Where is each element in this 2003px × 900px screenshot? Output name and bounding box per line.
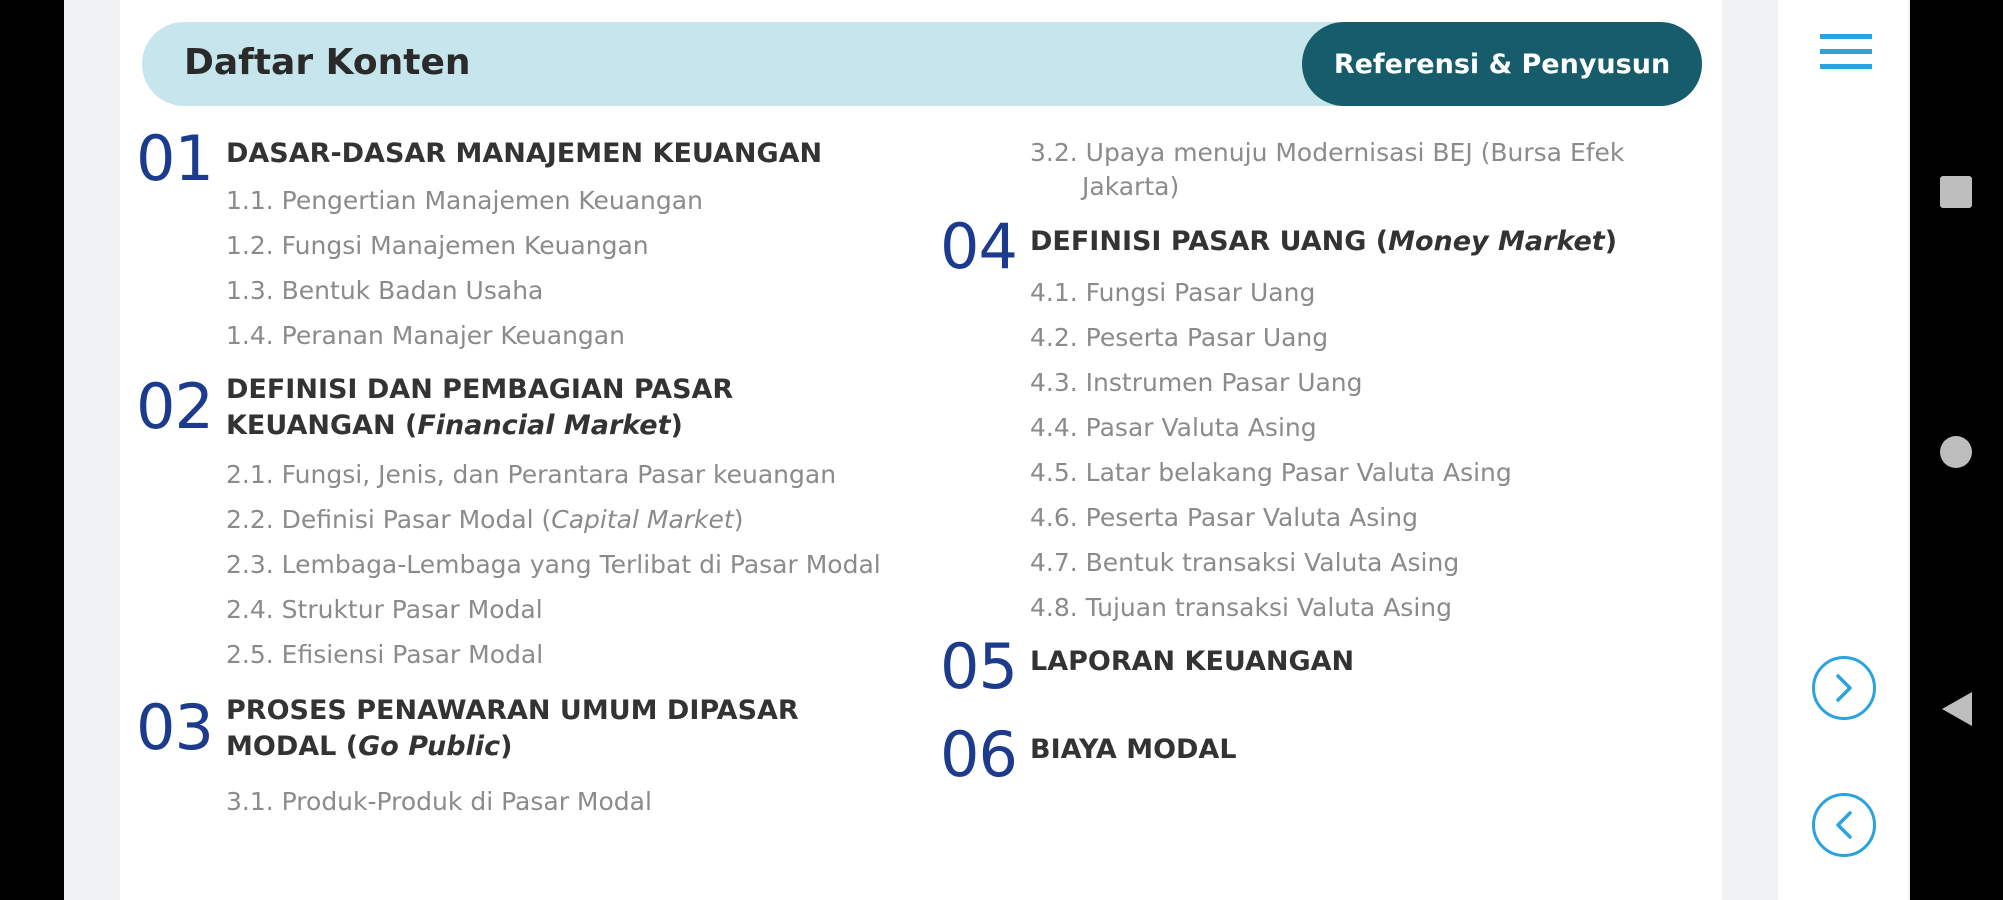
chapter-title-text: DEFINISI PASAR UANG (: [1030, 226, 1389, 257]
next-page-button[interactable]: [1812, 656, 1876, 720]
chapter-03: [136, 683, 916, 824]
chapter-number: 01: [136, 122, 213, 195]
chapter-number: 05: [940, 630, 1017, 703]
chapter-04: [940, 210, 1700, 630]
toc-item[interactable]: 1.1. Pengertian Manajemen Keuangan: [226, 186, 703, 215]
toc-item[interactable]: 4.8. Tujuan transaksi Valuta Asing: [1030, 593, 1452, 622]
chapter-number: 04: [940, 210, 1017, 283]
previous-page-button[interactable]: [1812, 793, 1876, 857]
toc-item[interactable]: 1.2. Fungsi Manajemen Keuangan: [226, 231, 649, 260]
toc-item-line2: Jakarta): [1082, 172, 1180, 201]
toc-item[interactable]: [226, 497, 916, 542]
chapter-title-line2: KEUANGAN (: [226, 410, 418, 441]
content-card: [120, 0, 1722, 900]
chapter-01: [136, 122, 916, 358]
chapter-title-end: ): [670, 410, 683, 441]
chapter-02: [136, 362, 916, 677]
android-recents-square-icon[interactable]: [1938, 174, 1974, 210]
references-authors-button[interactable]: Referensi & Penyusun: [1302, 22, 1702, 106]
chapter-title[interactable]: [226, 693, 916, 765]
toc-item[interactable]: 2.3. Lembaga-Lembaga yang Terlibat di Pasar Modal: [226, 550, 881, 579]
android-home-circle-icon[interactable]: [1938, 434, 1974, 470]
chapter-06: [940, 718, 1700, 791]
toc-item[interactable]: 4.5. Latar belakang Pasar Valuta Asing: [1030, 458, 1512, 487]
toc-item[interactable]: 4.4. Pasar Valuta Asing: [1030, 413, 1317, 442]
toc-item[interactable]: 3.1. Produk-Produk di Pasar Modal: [226, 787, 652, 816]
chapter-title-line1: DEFINISI DAN PEMBAGIAN PASAR: [226, 374, 734, 405]
toc-item-end: ): [733, 505, 744, 534]
chapter-title-line2: MODAL (: [226, 731, 359, 762]
chapter-title-italic: Financial Market: [417, 410, 671, 441]
toc-item[interactable]: 1.4. Peranan Manajer Keuangan: [226, 321, 625, 350]
toc-item[interactable]: 2.1. Fungsi, Jenis, dan Perantara Pasar keuangan: [226, 460, 837, 489]
chevron-left-circle-icon: [1815, 796, 1873, 854]
chapter-title[interactable]: [1030, 224, 1700, 260]
chapter-title[interactable]: BIAYA MODAL: [1030, 734, 1237, 765]
chapter-title-end: ): [1604, 226, 1618, 257]
chapter-title-end: ): [500, 731, 513, 762]
chapter-title-italic: Go Public: [358, 731, 501, 762]
hamburger-menu-icon[interactable]: [1820, 32, 1872, 72]
chapter-title-line1: PROSES PENAWARAN UMUM DIPASAR: [226, 695, 799, 726]
right-nav-panel: [1778, 0, 1908, 900]
android-back-triangle-icon[interactable]: [1940, 690, 1974, 728]
toc-item[interactable]: 2.4. Struktur Pasar Modal: [226, 595, 543, 624]
toc-item[interactable]: 4.7. Bentuk transaksi Valuta Asing: [1030, 548, 1460, 577]
chapter-number: 02: [136, 370, 213, 443]
toc-item[interactable]: 4.1. Fungsi Pasar Uang: [1030, 278, 1316, 307]
toc-item[interactable]: 2.5. Efisiensi Pasar Modal: [226, 640, 544, 669]
toc-item[interactable]: 4.3. Instrumen Pasar Uang: [1030, 368, 1363, 397]
toc-item-italic: Capital Market: [551, 505, 734, 534]
toc-item-line1: 3.2. Upaya menuju Modernisasi BEJ (Bursa Efek: [1030, 138, 1625, 167]
chevron-right-circle-icon: [1815, 659, 1873, 717]
toc-item[interactable]: 1.3. Bentuk Badan Usaha: [226, 276, 544, 305]
android-navigation-bar: [1910, 0, 2003, 900]
page-title: Daftar Konten: [184, 42, 471, 83]
chapter-number: 06: [940, 718, 1017, 791]
toc-item[interactable]: 4.6. Peserta Pasar Valuta Asing: [1030, 503, 1418, 532]
chapter-title[interactable]: LAPORAN KEUANGAN: [1030, 646, 1355, 677]
toc-left-column: [136, 122, 916, 824]
chapter-number: 03: [136, 691, 213, 764]
chapter-title-italic: Money Market: [1388, 226, 1605, 257]
chapter-05: [940, 630, 1700, 703]
left-letterbox: [0, 0, 64, 900]
chapter-title[interactable]: [226, 372, 916, 444]
toc-item-text: 2.2. Definisi Pasar Modal (: [226, 505, 552, 534]
toc-right-column: [940, 136, 1700, 791]
table-of-contents-header: [142, 22, 1702, 106]
toc-item[interactable]: 4.2. Peserta Pasar Uang: [1030, 323, 1329, 352]
chapter-title[interactable]: DASAR-DASAR MANAJEMEN KEUANGAN: [226, 138, 823, 169]
toc-item-continued[interactable]: [1030, 136, 1700, 204]
